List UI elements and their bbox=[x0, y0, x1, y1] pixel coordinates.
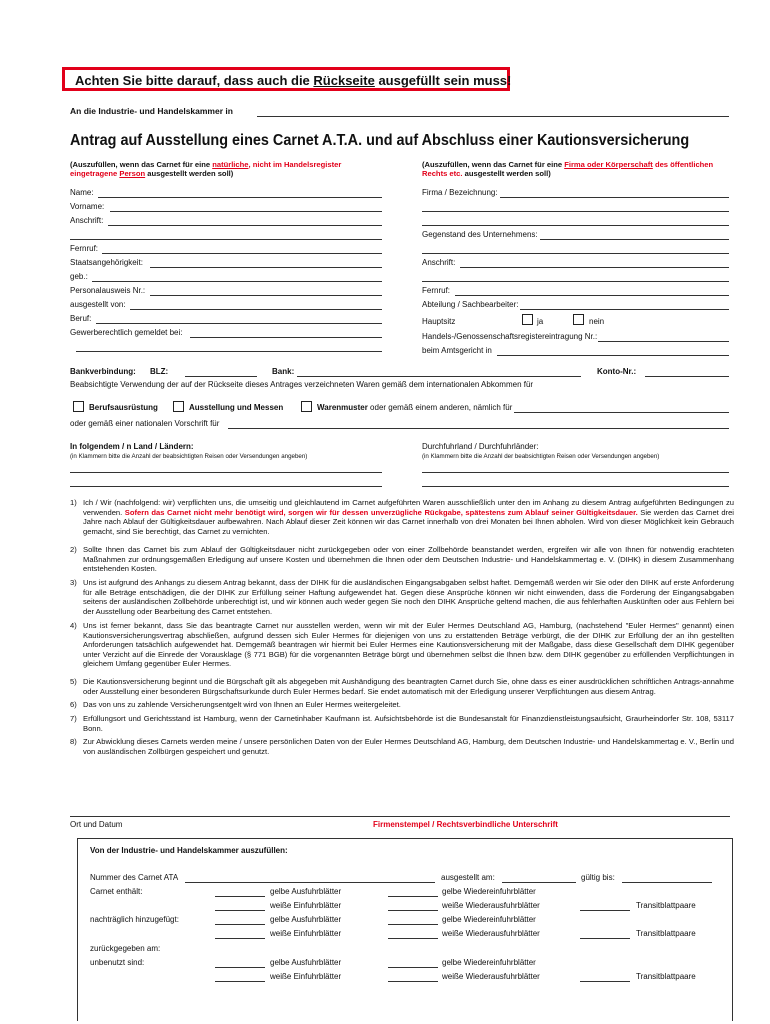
label-ausstellung: Ausstellung und Messen bbox=[189, 403, 284, 412]
clause-3: 3) Uns ist aufgrund des Anhangs zu diesem Antrag bekannt, dass der DIHK für die ausländischen Eingangsabgaben selbst haftet. Demgemäß werden wir Sie oder den DIHK auf erste Anforderung für alle Beträge entschädigen, die der DIHK zur Erfüllung seiner Haftung aufgewendet hat. Gegen diese Ansprüche können wir nicht einwenden, dass die Forderung der Eingangsabgaben seitens der ausländischen Zollbehörde unberechtigt ist, und wir können auch weder gegen Sie noch den DIHK Ansprüche geltend machen, die aus fehlerhaften Auskünften oder aus Fehlern bei der Ausstellung oder Bearbeitung des Carnet entstehen. bbox=[70, 578, 734, 616]
input-ausgestellt-am[interactable] bbox=[502, 882, 576, 883]
label-enthaelt: Carnet enthält: bbox=[90, 887, 143, 896]
label-bankverbindung: Bankverbindung: bbox=[70, 367, 136, 376]
label-weisse-einfuhr-2: weiße Einfuhrblätter bbox=[270, 929, 342, 938]
label-beruf: Beruf: bbox=[70, 314, 92, 323]
input-unbenutzt-transit[interactable] bbox=[580, 981, 630, 982]
label-abteilung: Abteilung / Sachbearbeiter: bbox=[422, 300, 519, 309]
label-gelbe-ausfuhr-3: gelbe Ausfuhrblätter bbox=[270, 958, 342, 967]
checkbox-ausstellung[interactable] bbox=[173, 401, 184, 412]
input-firma-2[interactable] bbox=[422, 211, 729, 212]
input-personalausweis[interactable] bbox=[150, 295, 382, 296]
input-konto[interactable] bbox=[645, 376, 729, 377]
label-ausgestellt-von: ausgestellt von: bbox=[70, 300, 126, 309]
warning-text: Achten Sie bitte darauf, dass auch die Rückseite ausgefüllt sein muss! bbox=[75, 73, 512, 88]
input-anschrift-firma[interactable] bbox=[460, 267, 729, 268]
label-gewerbe: Gewerberechtlich gemeldet bei: bbox=[70, 328, 183, 337]
label-blz: BLZ: bbox=[150, 367, 169, 376]
label-firmenstempel: Firmenstempel / Rechtsverbindliche Unterschrift bbox=[373, 820, 558, 829]
input-blz[interactable] bbox=[185, 376, 257, 377]
label-geb: geb.: bbox=[70, 272, 88, 281]
clause-8: 8) Zur Abwicklung dieses Carnets werden meine / unsere persönlichen Daten von der Euler Hermes Deutschland AG, Hamburg, dem Deutschen Industrie- und Handelskammertag e. V., Berlin und von ausländischen Zollbürgen gespeichert und genutzt. bbox=[70, 737, 734, 756]
label-weisse-einfuhr-1: weiße Einfuhrblätter bbox=[270, 901, 342, 910]
label-personalausweis: Personalausweis Nr.: bbox=[70, 286, 146, 295]
input-vorname[interactable] bbox=[110, 211, 382, 212]
label-gueltig-bis: gültig bis: bbox=[581, 873, 615, 882]
input-ausgestellt-von[interactable] bbox=[130, 309, 382, 310]
input-beruf[interactable] bbox=[96, 323, 382, 324]
input-bank[interactable] bbox=[297, 376, 581, 377]
label-fernruf: Fernruf: bbox=[70, 244, 99, 253]
label-weisse-wieder-2: weiße Wiederausfuhrblätter bbox=[442, 929, 540, 938]
label-transit-1: Transitblattpaare bbox=[636, 901, 696, 910]
left-note: (Auszufüllen, wenn das Carnet für eine natürliche, nicht im Handelsregister eingetragene Person ausgestellt werden soll) bbox=[70, 160, 342, 178]
right-note: (Auszufüllen, wenn das Carnet für eine Firma oder Körperschaft des öffentlichen Rechts etc. ausgestellt werden soll) bbox=[422, 160, 714, 178]
input-nachtraeglich-weisse-einfuhr[interactable] bbox=[215, 938, 265, 939]
label-nationale-vorschrift: oder gemäß einer nationalen Vorschrift für bbox=[70, 419, 220, 428]
input-enthaelt-transit[interactable] bbox=[580, 910, 630, 911]
input-fernruf-firma[interactable] bbox=[455, 295, 729, 296]
clause-5: 5) Die Kautionsversicherung beginnt und die Bürgschaft gilt als abgegeben mit Aushändigung des beantragten Carnet durch Sie, ohne dass es einer ausdrücklichen schriftlichen Antrags-annahme oder Ausstellung einer besonderen Bürgschaftsurkunde durch Euler Hermes bedarf. Sie endet automatisch mit der Erledigung unserer Verpflichtungen aus diesem Antrag. bbox=[70, 677, 734, 696]
clause-2: 2) Sollte Ihnen das Carnet bis zum Ablauf der Gültigkeitsdauer nicht zurückgegeben oder von einer Zollbehörde beanstandet werden, ergreifen wir alle von Ihnen für notwendig erachteten Maßnahmen zur ordnungsgemäßen Erledigung auf unsere Kosten und übernehmen die Ihnen oder dem Deutschen Industrie- und Handelskammertag e. V. (DIHK) in diesem Zusammenhang entstehenden Kosten. bbox=[70, 545, 734, 574]
label-transit-2: Transitblattpaare bbox=[636, 929, 696, 938]
label-ort-datum: Ort und Datum bbox=[70, 820, 123, 829]
label-weisse-wieder-1: weiße Wiederausfuhrblätter bbox=[442, 901, 540, 910]
label-bank: Bank: bbox=[272, 367, 295, 376]
input-staatsangehoerigkeit[interactable] bbox=[150, 267, 382, 268]
countries-left-note: (in Klammern bitte die Anzahl der beabsichtigten Reisen oder Versendungen angeben) bbox=[70, 453, 308, 460]
office-use-box bbox=[77, 838, 733, 1021]
input-fernruf[interactable] bbox=[102, 253, 382, 254]
label-name: Name: bbox=[70, 188, 94, 197]
input-firma[interactable] bbox=[500, 197, 729, 198]
label-warenmuster: Warenmuster oder gemäß einem anderen, nämlich für bbox=[317, 403, 513, 412]
countries-left-title: In folgendem / n Land / Ländern: bbox=[70, 442, 194, 451]
input-land-2[interactable] bbox=[70, 486, 382, 487]
usage-intro: Beabsichtigte Verwendung der auf der Rückseite dieses Antrages verzeichneten Waren gemäß dem internationalen Abkommen für bbox=[70, 380, 534, 389]
checkbox-hauptsitz-ja[interactable] bbox=[522, 314, 533, 325]
clause-6: 6) Das von uns zu zahlende Versicherungsentgelt wird von Ihnen an Euler Hermes weitergeleitet. bbox=[70, 700, 401, 709]
label-transit-3: Transitblattpaare bbox=[636, 972, 696, 981]
countries-right-title: Durchfuhrland / Durchfuhrländer: bbox=[422, 442, 539, 451]
input-land-1[interactable] bbox=[70, 472, 382, 473]
input-nachtraeglich-weisse-wieder[interactable] bbox=[388, 938, 438, 939]
label-gelbe-ausfuhr-1: gelbe Ausfuhrblätter bbox=[270, 887, 342, 896]
label-firma: Firma / Bezeichnung: bbox=[422, 188, 498, 197]
countries-right-note: (in Klammern bitte die Anzahl der beabsichtigten Reisen oder Versendungen angeben) bbox=[422, 453, 660, 460]
input-nachtraeglich-gelbe-wieder[interactable] bbox=[388, 924, 438, 925]
input-gewerbe[interactable] bbox=[190, 337, 382, 338]
input-gegenstand-2[interactable] bbox=[422, 253, 729, 254]
label-ausgestellt-am: ausgestellt am: bbox=[441, 873, 495, 882]
clause-4: 4) Uns ist ferner bekannt, dass Sie das beantragte Carnet nur ausstellen werden, wenn wir mit der Euler Hermes Deutschland AG, Hamburg, (nachstehend "Euler Hermes" genannt) einen Kautionsversicherungsvertrag abschließen, aufgrund dessen sich Euler Hermes für diejenigen von uns zu erstattenden Beträge verbürgt, die der DIHK zur Erfüllung der an ihn gestellten Anforderungen tatsächlich aufgewendet hat. Demgemäß beantragen wir hiermit bei Euler Hermes eine Kautionsversicherung mit der Maßgabe, dass diese Gesellschaft dem DIHK gegenüber unter Verzicht auf die Einrede der Vorausklage (§ 771 BGB) für die vorgenannten Beträge bürgt und übernehmen selbst die Ihnen bzw. dem DIHK gegenüber zu erfüllenden Verpflichtungen in gleichem Umfang gegenüber Euler Hermes. bbox=[70, 621, 734, 669]
input-unbenutzt-gelbe-wieder[interactable] bbox=[388, 967, 438, 968]
input-firma-3[interactable] bbox=[422, 225, 729, 226]
input-durchfuhrland-1[interactable] bbox=[422, 472, 729, 473]
input-enthaelt-weisse-wieder[interactable] bbox=[388, 910, 438, 911]
input-andere-verwendung[interactable] bbox=[514, 412, 729, 413]
input-unbenutzt-weisse-einfuhr[interactable] bbox=[215, 981, 265, 982]
label-zurueckgegeben: zurückgegeben am: bbox=[90, 944, 161, 953]
input-unbenutzt-weisse-wieder[interactable] bbox=[388, 981, 438, 982]
page-title: Antrag auf Ausstellung eines Carnet A.T.A. und auf Abschluss einer Kautionsversicherung bbox=[70, 132, 690, 149]
warning-box bbox=[62, 67, 510, 91]
label-gegenstand: Gegenstand des Unternehmens: bbox=[422, 230, 538, 239]
label-anschrift: Anschrift: bbox=[70, 216, 104, 225]
signature-line[interactable] bbox=[70, 816, 730, 817]
clause-1: 1) Ich / Wir (nachfolgend: wir) verpflichten uns, die umseitig und gleichlautend im Carnet aufgeführten Waren ausschließlich unter den im Anhang zu diesem Antrag aufgeführten Bedingungen zu verwenden. Sofern das Carnet nicht mehr benötigt wird, sorgen wir für dessen unverzügliche Rückgabe, spätestens zum Ablauf seiner Gültigkeitsdauer. Sie werden das Carnet drei Jahre nach Ablauf der Gültigkeitsdauer aufbewahren. Nach Ablauf dieser Zeit können wir das Carnet innerhalb von drei Monaten bei Ihnen abholen. Wird von dieser Möglichkeit kein Gebrauch gemacht, sind Sie berechtigt, das Carnet zu vernichten. bbox=[70, 498, 734, 536]
input-nachtraeglich-gelbe-ausfuhr[interactable] bbox=[215, 924, 265, 925]
label-nachtraeglich: nachträglich hinzugefügt: bbox=[90, 915, 179, 924]
label-hauptsitz: Hauptsitz bbox=[422, 317, 456, 326]
label-fernruf-firma: Fernruf: bbox=[422, 286, 451, 295]
label-gelbe-wieder-1: gelbe Wiedereinfuhrblätter bbox=[442, 887, 536, 896]
label-nummer-carnet: Nummer des Carnet ATA bbox=[90, 873, 179, 882]
label-weisse-einfuhr-3: weiße Einfuhrblätter bbox=[270, 972, 342, 981]
input-nationale-vorschrift[interactable] bbox=[228, 428, 729, 429]
input-amtsgericht[interactable] bbox=[497, 355, 729, 356]
input-anschrift-firma-2[interactable] bbox=[422, 281, 729, 282]
input-anschrift-2[interactable] bbox=[70, 239, 382, 240]
input-enthaelt-weisse-einfuhr[interactable] bbox=[215, 910, 265, 911]
input-gewerbe-2[interactable] bbox=[76, 351, 382, 352]
input-unbenutzt-gelbe-ausfuhr[interactable] bbox=[215, 967, 265, 968]
input-enthaelt-gelbe-ausfuhr[interactable] bbox=[215, 896, 265, 897]
label-handelsregister: Handels-/Genossenschaftsregistereintragung Nr.: bbox=[422, 332, 598, 341]
label-nein: nein bbox=[589, 317, 605, 326]
label-gelbe-ausfuhr-2: gelbe Ausfuhrblätter bbox=[270, 915, 342, 924]
label-staatsangehoerigkeit: Staatsangehörigkeit: bbox=[70, 258, 143, 267]
addressee-input[interactable] bbox=[257, 116, 729, 117]
office-heading: Von der Industrie- und Handelskammer auszufüllen: bbox=[90, 846, 288, 855]
clause-7: 7) Erfüllungsort und Gerichtsstand ist Hamburg, wenn der Carnetinhaber Kaufmann ist. Aufsichtsbehörde ist die Bundesanstalt für Finanzdienstleistungsaufsicht, Graurheindorfer Str. 108, 53117 Bonn. bbox=[70, 714, 734, 733]
label-vorname: Vorname: bbox=[70, 202, 105, 211]
checkbox-warenmuster[interactable] bbox=[301, 401, 312, 412]
label-konto: Konto-Nr.: bbox=[597, 367, 637, 376]
label-unbenutzt: unbenutzt sind: bbox=[90, 958, 145, 967]
label-berufsausruestung: Berufsausrüstung bbox=[89, 403, 158, 412]
checkbox-berufsausruestung[interactable] bbox=[73, 401, 84, 412]
label-amtsgericht: beim Amtsgericht in bbox=[422, 346, 492, 355]
label-weisse-wieder-3: weiße Wiederausfuhrblätter bbox=[442, 972, 540, 981]
input-geb[interactable] bbox=[92, 281, 382, 282]
addressee-label: An die Industrie- und Handelskammer in bbox=[70, 106, 233, 116]
label-ja: ja bbox=[537, 317, 544, 326]
input-durchfuhrland-2[interactable] bbox=[422, 486, 729, 487]
input-gueltig-bis[interactable] bbox=[622, 882, 712, 883]
input-abteilung[interactable] bbox=[520, 309, 729, 310]
checkbox-hauptsitz-nein[interactable] bbox=[573, 314, 584, 325]
label-anschrift-firma: Anschrift: bbox=[422, 258, 456, 267]
input-nachtraeglich-transit[interactable] bbox=[580, 938, 630, 939]
label-gelbe-wieder-2: gelbe Wiedereinfuhrblätter bbox=[442, 915, 536, 924]
input-enthaelt-gelbe-wieder[interactable] bbox=[388, 896, 438, 897]
input-gegenstand[interactable] bbox=[540, 239, 729, 240]
input-anschrift[interactable] bbox=[108, 225, 382, 226]
input-handelsregister[interactable] bbox=[598, 341, 729, 342]
input-name[interactable] bbox=[98, 197, 382, 198]
input-nummer-carnet[interactable] bbox=[185, 882, 435, 883]
label-gelbe-wieder-3: gelbe Wiedereinfuhrblätter bbox=[442, 958, 536, 967]
